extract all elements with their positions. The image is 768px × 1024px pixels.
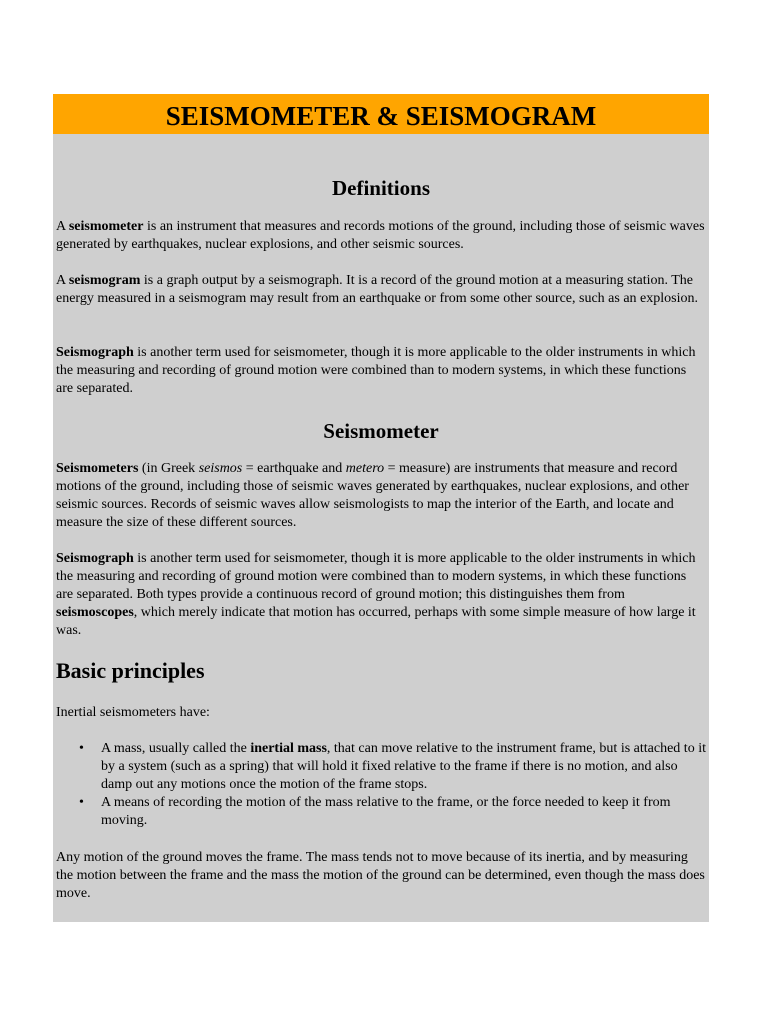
document-panel (53, 94, 709, 922)
term-seismometer: seismometer (68, 219, 144, 234)
principles-list (56, 740, 706, 830)
seismometer-paragraph-2: Seismograph is another term used for seismometer, though it is more applicable to the older instruments in which the measuring and recording of ground motion were combined than to modern systems, in which these functions are separated. Both types provide a continuous record of ground motion; this distinguishes them from seismoscopes, which merely indicate that motion has occurred, perhaps with some simple measure of how large it was. (56, 551, 696, 638)
list-item: • A means of recording the motion of the mass relative to the frame, or the force needed to keep it from moving. (79, 795, 671, 828)
principles-closing: Any motion of the ground moves the frame. The mass tends not to move because of its inertia, and by measuring the motion between the frame and the mass the motion of the ground can be determined, even though the mass does move. (56, 850, 705, 901)
bullet-icon: • (79, 795, 84, 810)
definition-seismogram: A seismogram is a graph output by a seismograph. It is a record of the ground motion at a measuring station. The energy measured in a seismogram may result from an earthquake or from some other source, such as an explosion. (56, 273, 698, 306)
term-seismograph: Seismograph (56, 345, 134, 360)
principles-intro: Inertial seismometers have: (56, 705, 210, 720)
seismometer-paragraph-1: Seismometers (in Greek seismos = earthquake and metero = measure) are instruments that measure and record motions of the ground, including those of seismic waves generated by earthquakes, nuclear explosions, and other seismic sources. Records of seismic waves allow seismologists to map the interior of the Earth, and locate and measure the size of these different sources. (56, 461, 689, 530)
term-seismogram: seismogram (68, 273, 141, 288)
definition-seismometer: A seismometer is an instrument that measures and records motions of the ground, including those of seismic waves generated by earthquakes, nuclear explosions, and other seismic sources. (56, 219, 705, 252)
definitions-heading: Definitions (331, 176, 430, 200)
definition-seismograph: Seismograph is another term used for seismometer, though it is more applicable to the older instruments in which the measuring and recording of ground motion were combined than to modern systems, in which these functions are separated. (56, 345, 696, 396)
bullet-icon: • (79, 741, 84, 756)
seismometer-heading: Seismometer (323, 419, 439, 443)
page-title: SEISMOMETER & SEISMOGRAM (53, 94, 709, 134)
list-item: • A mass, usually called the inertial mass, that can move relative to the instrument frame, but is attached to it by a system (such as a spring) that will hold it fixed relative to the frame if there is no motion, and also damp out any motions once the motion of the frame stops. (79, 741, 706, 792)
basic-principles-heading: Basic principles (56, 658, 205, 683)
